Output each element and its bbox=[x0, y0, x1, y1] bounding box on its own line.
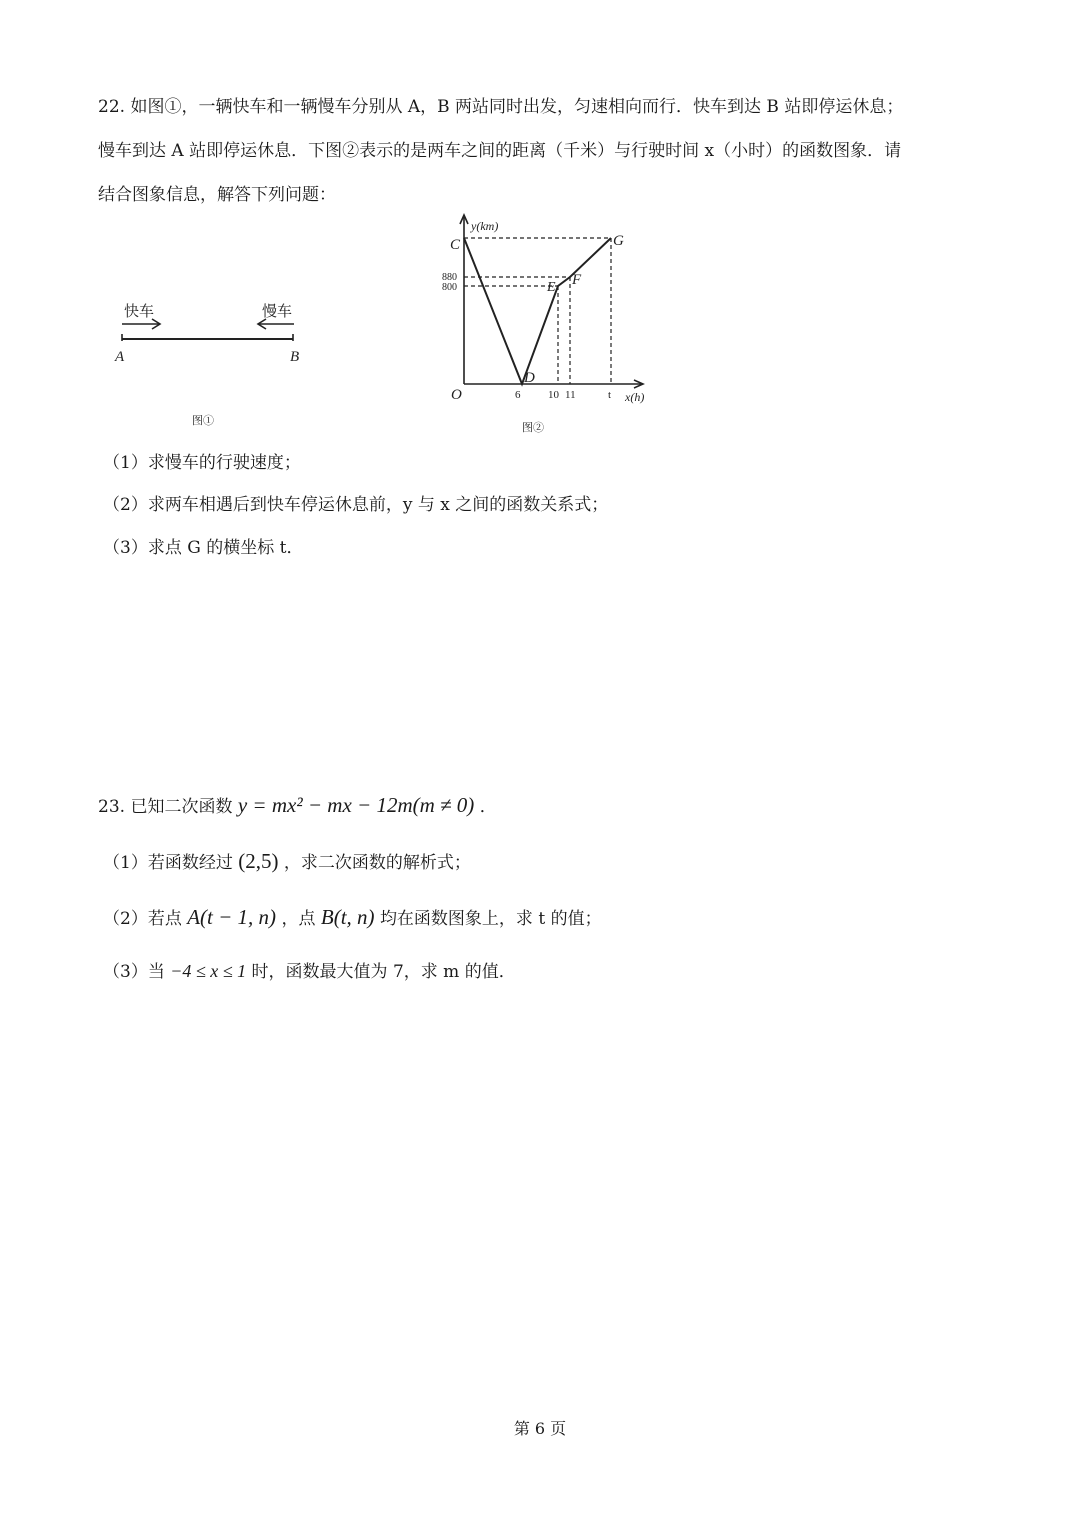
origin-label: O bbox=[451, 387, 462, 403]
q23-sub-1-suffix: ，求二次函数的解析式； bbox=[283, 853, 471, 873]
point-g-label: G bbox=[613, 233, 624, 249]
distance-graph bbox=[464, 238, 611, 384]
q22-line-1: 22. 如图①，一辆快车和一辆慢车分别从 A，B 两站同时出发，匀速相向而行．快车到达 B 站即停运休息； bbox=[98, 97, 904, 117]
figure-2 bbox=[435, 210, 660, 438]
x-tick-t: t bbox=[608, 389, 612, 401]
q23-sub-2-prefix: （2）若点 bbox=[103, 909, 182, 929]
q23-sub-2 bbox=[103, 904, 602, 930]
x-axis-label: x(h) bbox=[625, 390, 645, 404]
page-number: 第 6 页 bbox=[513, 1419, 567, 1438]
q23-sub-3-suffix: 时，函数最大值为 7，求 m 的值． bbox=[251, 962, 516, 982]
x-tick-6: 6 bbox=[515, 389, 521, 401]
point-b-label: B bbox=[290, 349, 300, 365]
q23-sub-3-prefix: （3）当 bbox=[103, 962, 165, 982]
y-tick-800: 800 bbox=[442, 282, 457, 293]
point-a-label: A bbox=[115, 349, 125, 365]
q23-formula: y = mx² − mx − 12m(m ≠ 0) bbox=[237, 793, 475, 817]
q23-sub-1 bbox=[103, 848, 471, 874]
q23-sub-3-range: −4 ≤ x ≤ 1 bbox=[170, 961, 247, 981]
fast-car-label: 快车 bbox=[124, 304, 155, 320]
q23-sub-1-prefix: （1）若函数经过 bbox=[103, 853, 233, 873]
q22-sub-3: （3）求点 G 的横坐标 t． bbox=[103, 538, 304, 558]
q23-intro bbox=[98, 792, 497, 818]
figure-1-caption: 图① bbox=[192, 415, 214, 427]
q23-intro-prefix: 23. 已知二次函数 bbox=[98, 797, 233, 817]
q23-intro-suffix: ． bbox=[479, 797, 497, 817]
q23-sub-1-point: (2,5) bbox=[238, 849, 279, 873]
y-axis-label: y(km) bbox=[471, 219, 499, 233]
q23-sub-2-suffix: 均在函数图象上，求 t 的值； bbox=[379, 909, 602, 929]
x-tick-10: 10 bbox=[548, 389, 559, 401]
figure-1 bbox=[110, 295, 320, 435]
point-d-label: D bbox=[524, 370, 535, 386]
point-e-label: E bbox=[547, 280, 556, 295]
point-c-label: C bbox=[450, 237, 461, 253]
y-tick-880: 880 bbox=[442, 272, 457, 283]
q23-sub-2-point-b: B(t, n) bbox=[320, 905, 375, 929]
q22-line-2: 慢车到达 A 站即停运休息．下图②表示的是两车之间的距离（千米）与行驶时间 x（小时）的函数图象．请 bbox=[98, 141, 902, 161]
q23-sub-2-mid: ，点 bbox=[281, 909, 316, 929]
x-tick-11: 11 bbox=[565, 389, 576, 401]
figure-2-caption: 图② bbox=[522, 422, 544, 434]
slow-car-label: 慢车 bbox=[262, 304, 293, 320]
q22-line-3: 结合图象信息，解答下列问题： bbox=[98, 185, 336, 205]
q22-sub-1: （1）求慢车的行驶速度； bbox=[103, 453, 301, 473]
q23-sub-3 bbox=[103, 957, 516, 982]
point-f-label: F bbox=[572, 272, 582, 288]
q23-sub-2-point-a: A(t − 1, n) bbox=[187, 905, 277, 929]
q22-sub-2: （2）求两车相遇后到快车停运休息前，y 与 x 之间的函数关系式； bbox=[103, 495, 609, 515]
